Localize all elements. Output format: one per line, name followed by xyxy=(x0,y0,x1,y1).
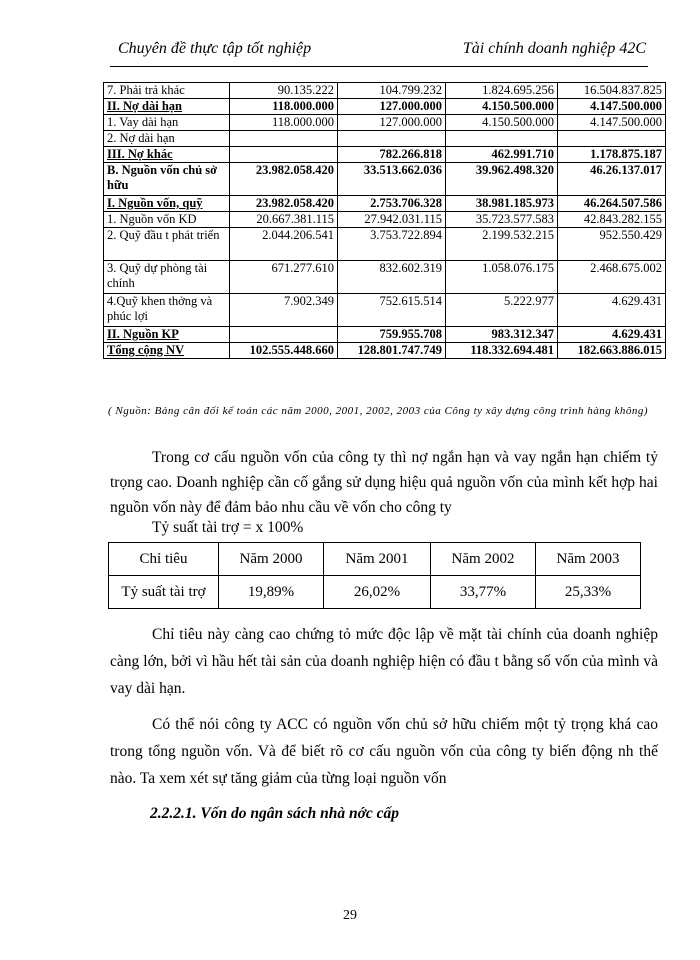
value-2003: 182.663.886.015 xyxy=(558,343,666,359)
value-2001: 33.513.662.036 xyxy=(338,163,446,196)
ratio-formula: Tỷ suất tài trợ = x 100% xyxy=(152,519,304,536)
row-label: B. Nguồn vốn chủ sở hữu xyxy=(104,163,230,196)
ratio-2000: 19,89% xyxy=(219,576,324,609)
value-2002: 462.991.710 xyxy=(446,147,558,163)
row-label: 1. Vay dài hạn xyxy=(104,115,230,131)
value-2003 xyxy=(558,131,666,147)
value-2003: 46.26.137.017 xyxy=(558,163,666,196)
value-2000: 90.135.222 xyxy=(230,83,338,99)
page-number: 29 xyxy=(343,908,357,923)
header-cell-2003: Năm 2003 xyxy=(536,543,641,576)
header-left-title: Chuyên đề thực tập tốt nghiệp xyxy=(118,40,312,57)
table-row xyxy=(104,212,666,228)
header-right-title: Tài chính doanh nghiệp 42C xyxy=(462,40,646,57)
row-label: 1. Nguồn vốn KD xyxy=(104,212,230,228)
value-2003: 4.147.500.000 xyxy=(558,99,666,115)
row-label: II. Nợ dài hạn xyxy=(104,99,230,115)
table-row xyxy=(104,294,666,327)
value-2002: 4.150.500.000 xyxy=(446,115,558,131)
header-cell-indicator: Chỉ tiêu xyxy=(109,543,219,576)
value-2001: 104.799.232 xyxy=(338,83,446,99)
value-2003: 42.843.282.155 xyxy=(558,212,666,228)
value-2001: 759.955.708 xyxy=(338,327,446,343)
value-2000 xyxy=(230,131,338,147)
table-row xyxy=(104,261,666,294)
ratio-value-row xyxy=(109,576,641,609)
value-2002: 2.199.532.215 xyxy=(446,228,558,261)
table-row xyxy=(104,327,666,343)
value-2003: 4.147.500.000 xyxy=(558,115,666,131)
value-2000: 23.982.058.420 xyxy=(230,163,338,196)
value-2002: 4.150.500.000 xyxy=(446,99,558,115)
ratio-2002: 33,77% xyxy=(431,576,536,609)
table-row xyxy=(104,147,666,163)
value-2002: 1.824.695.256 xyxy=(446,83,558,99)
ratio-2003: 25,33% xyxy=(536,576,641,609)
value-2003: 46.264.507.586 xyxy=(558,196,666,212)
value-2000: 2.044.206.541 xyxy=(230,228,338,261)
value-2002: 38.981.185.973 xyxy=(446,196,558,212)
table-row xyxy=(104,228,666,261)
value-2002 xyxy=(446,131,558,147)
value-2000 xyxy=(230,147,338,163)
row-label: 7. Phải trả khác xyxy=(104,83,230,99)
table-row xyxy=(104,99,666,115)
ratio-label: Tỷ suất tài trợ xyxy=(109,576,219,609)
value-2003: 4.629.431 xyxy=(558,327,666,343)
value-2002: 35.723.577.583 xyxy=(446,212,558,228)
value-2000: 20.667.381.115 xyxy=(230,212,338,228)
table-row xyxy=(104,343,666,359)
header-cell-2000: Năm 2000 xyxy=(219,543,324,576)
row-label: 4.Quỹ khen thởng và phúc lợi xyxy=(104,294,230,327)
table-row xyxy=(104,115,666,131)
value-2001 xyxy=(338,131,446,147)
ratio-table xyxy=(108,542,641,609)
table-row xyxy=(104,163,666,196)
value-2003: 1.178.875.187 xyxy=(558,147,666,163)
row-label: 2. Quỹ đầu t phát triển xyxy=(104,228,230,261)
value-2003: 16.504.837.825 xyxy=(558,83,666,99)
row-label: 2. Nợ dài hạn xyxy=(104,131,230,147)
value-2001: 2.753.706.328 xyxy=(338,196,446,212)
row-label: II. Nguồn KP xyxy=(104,327,230,343)
balance-sheet-table xyxy=(103,82,666,359)
value-2000: 671.277.610 xyxy=(230,261,338,294)
value-2000: 118.000.000 xyxy=(230,115,338,131)
value-2002: 1.058.076.175 xyxy=(446,261,558,294)
value-2001: 3.753.722.894 xyxy=(338,228,446,261)
value-2001: 782.266.818 xyxy=(338,147,446,163)
value-2003: 4.629.431 xyxy=(558,294,666,327)
value-2002: 39.962.498.320 xyxy=(446,163,558,196)
value-2002: 983.312.347 xyxy=(446,327,558,343)
row-label: III. Nợ khác xyxy=(104,147,230,163)
paragraph-capital-structure: Trong cơ cấu nguồn vốn của công ty thì nợ ngắn hạn và vay ngắn hạn chiếm tỷ trọng cao. Doanh nghiệp cần cố gắng sử dụng hiệu quả nguồn vốn của mình kết hợp hai nguồn vốn này để đảm bảo nhu cầu về vốn cho công ty xyxy=(110,449,658,516)
row-label: I. Nguồn vốn, quỹ xyxy=(104,196,230,212)
ratio-header-row xyxy=(109,543,641,576)
value-2001: 752.615.514 xyxy=(338,294,446,327)
value-2001: 128.801.747.749 xyxy=(338,343,446,359)
header-divider xyxy=(110,66,648,67)
paragraph-acc-capital: Có thể nói công ty ACC có nguồn vốn chủ sở hữu chiếm một tỷ trọng khá cao trong tổng nguồn vốn. Và để biết rõ cơ cấu nguồn vốn của công ty biến động nh thế nào. Ta xem xét sự tăng giảm của từng loại nguồn vốn xyxy=(110,716,658,787)
header-cell-2002: Năm 2002 xyxy=(431,543,536,576)
value-2001: 127.000.000 xyxy=(338,115,446,131)
table-row xyxy=(104,83,666,99)
value-2001: 127.000.000 xyxy=(338,99,446,115)
value-2000: 118.000.000 xyxy=(230,99,338,115)
table-row xyxy=(104,131,666,147)
source-note: ( Nguồn: Bảng cân đối kế toán các năm 2000, 2001, 2002, 2003 của Công ty xây dựng công trình hàng không) xyxy=(108,405,649,417)
row-label: Tổng cộng NV xyxy=(104,343,230,359)
value-2001: 27.942.031.115 xyxy=(338,212,446,228)
value-2003: 2.468.675.002 xyxy=(558,261,666,294)
value-2000: 102.555.448.660 xyxy=(230,343,338,359)
value-2002: 118.332.694.481 xyxy=(446,343,558,359)
value-2001: 832.602.319 xyxy=(338,261,446,294)
ratio-2001: 26,02% xyxy=(324,576,431,609)
paragraph-independence: Chỉ tiêu này càng cao chứng tỏ mức độc lập về mặt tài chính của doanh nghiệp càng lớn, bởi vì hầu hết tài sản của doanh nghiệp hiện có đầu t bằng số vốn của mình và vay dài hạn. xyxy=(110,626,658,697)
section-subheading: 2.2.2.1. Vốn do ngân sách nhà nớc cấp xyxy=(150,805,400,822)
value-2002: 5.222.977 xyxy=(446,294,558,327)
header-cell-2001: Năm 2001 xyxy=(324,543,431,576)
page-header xyxy=(110,40,648,66)
value-2000: 7.902.349 xyxy=(230,294,338,327)
value-2000 xyxy=(230,327,338,343)
value-2003: 952.550.429 xyxy=(558,228,666,261)
value-2000: 23.982.058.420 xyxy=(230,196,338,212)
table-row xyxy=(104,196,666,212)
row-label: 3. Quỹ dự phòng tài chính xyxy=(104,261,230,294)
